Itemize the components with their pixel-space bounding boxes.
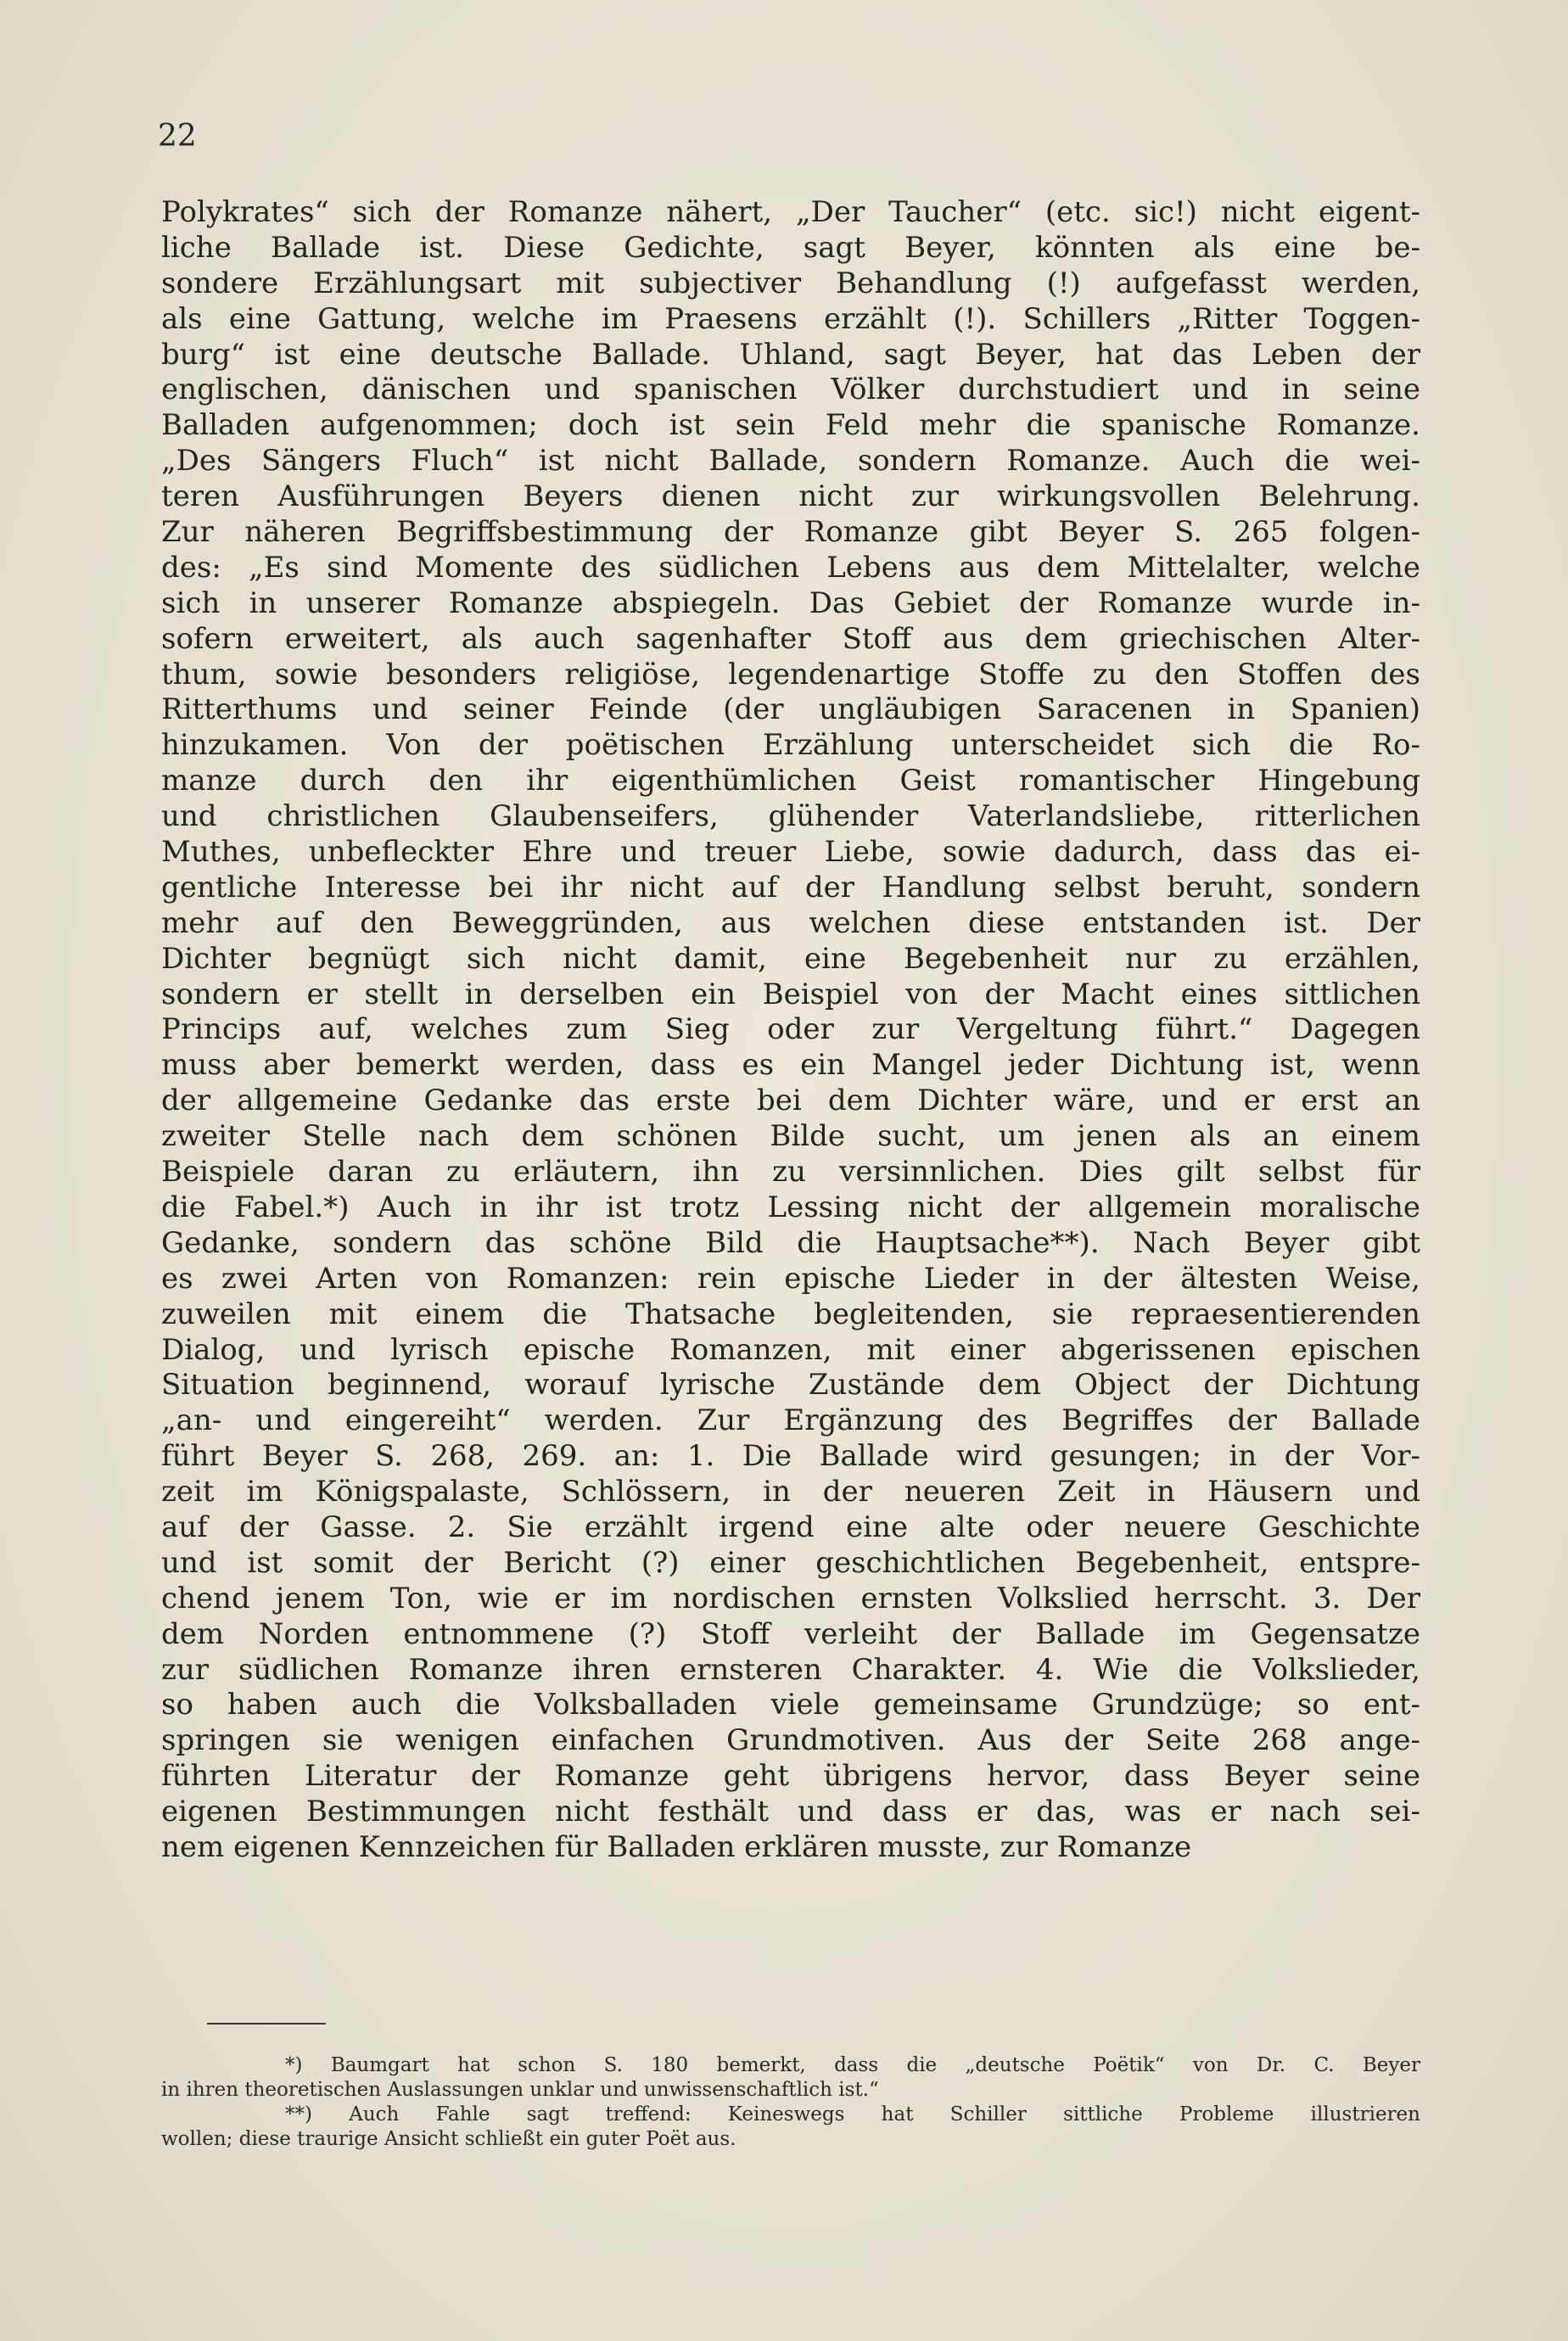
text-line: der allgemeine Gedanke das erste bei dem Dichter wäre, und er erst an [161,1084,1420,1118]
text-line: mehr auf den Beweggründen, aus welchen diese entstanden ist. Der [161,905,1420,940]
text-line: eigenen Bestimmungen nicht festhält und dass er das, was er nach sei- [161,1795,1420,1829]
text-line: Ritterthums und seiner Feinde (der ungläubigen Saracenen in Spanien) [161,692,1420,727]
footnotes [161,2053,1420,2152]
text-line: sondern er stellt in derselben ein Beispiel von der Macht eines sittlichen [161,977,1420,1011]
text-line: führten Literatur der Romanze geht übrigens hervor, dass Beyer seine [161,1759,1420,1794]
text-line: „Des Sängers Fluch“ ist nicht Ballade, sondern Romanze. Auch die wei- [161,444,1420,479]
text-line: Balladen aufgenommen; doch ist sein Feld mehr die spanische Romanze. [161,408,1420,443]
text-line: Beispiele daran zu erläutern, ihn zu versinnlichen. Dies gilt selbst für [161,1155,1420,1190]
text-line: Polykrates“ sich der Romanze nähert, „Der Taucher“ (etc. sic!) nicht eigent- [161,195,1420,229]
text-line: Zur näheren Begriffsbestimmung der Romanze gibt Beyer S. 265 folgen- [161,515,1420,550]
text-line: Situation beginnend, worauf lyrische Zustände dem Object der Dichtung [161,1368,1420,1403]
text-line: und ist somit der Bericht (?) einer geschichtlichen Begebenheit, entspre- [161,1545,1420,1580]
text-line: sich in unserer Romanze abspiegeln. Das Gebiet der Romanze wurde in- [161,585,1420,620]
text-line: auf der Gasse. 2. Sie erzählt irgend eine alte oder neuere Geschichte [161,1509,1420,1544]
text-line: Dialog, und lyrisch epische Romanzen, mit einer abgerissenen epischen [161,1332,1420,1367]
text-line: liche Ballade ist. Diese Gedichte, sagt Beyer, könnten als eine be- [161,230,1420,265]
text-line: muss aber bemerkt werden, dass es ein Mangel jeder Dichtung ist, wenn [161,1048,1420,1083]
page-number: 22 [158,119,197,154]
text-line: Princips auf, welches zum Sieg oder zur Vergeltung führt.“ Dagegen [161,1012,1420,1047]
text-line: es zwei Arten von Romanzen: rein epische Lieder in der ältesten Weise, [161,1261,1420,1296]
footnote-separator [207,2023,326,2025]
text-line: thum, sowie besonders religiöse, legendenartige Stoffe zu den Stoffen des [161,657,1420,692]
text-line: sofern erweitert, als auch sagenhafter Stoff aus dem griechischen Alter- [161,621,1420,656]
footnote-line: *) Baumgart hat schon S. 180 bemerkt, dass die „deutsche Poëtik“ von Dr. C. Beyer [285,2054,1420,2076]
text-line: gentliche Interesse bei ihr nicht auf der Handlung selbst beruht, sondern [161,870,1420,904]
text-line: Muthes, unbefleckter Ehre und treuer Liebe, sowie dadurch, dass das ei- [161,835,1420,870]
footnote-line: **) Auch Fahle sagt treffend: Keineswegs hat Schiller sittliche Probleme illustrieren [285,2103,1420,2125]
text-line: burg“ ist eine deutsche Ballade. Uhland, sagt Beyer, hat das Leben der [161,337,1420,372]
text-line: und christlichen Glaubenseifers, glühender Vaterlandsliebe, ritterlichen [161,799,1420,834]
text-line: Dichter begnügt sich nicht damit, eine Begebenheit nur zu erzählen, [161,941,1420,976]
text-line: zeit im Königspalaste, Schlössern, in der neueren Zeit in Häusern und [161,1475,1420,1509]
text-line: dem Norden entnommene (?) Stoff verleiht der Ballade im Gegensatze [161,1616,1420,1651]
text-line: teren Ausführungen Beyers dienen nicht zur wirkungsvollen Belehrung. [161,479,1420,514]
text-line: zweiter Stelle nach dem schönen Bilde sucht, um jenen als an einem [161,1119,1420,1154]
text-line: springen sie wenigen einfachen Grundmotiven. Aus der Seite 268 ange- [161,1723,1420,1758]
text-line: „an- und eingereiht“ werden. Zur Ergänzung des Begriffes der Ballade [161,1403,1420,1438]
body-text [161,195,1420,1866]
text-line: führt Beyer S. 268, 269. an: 1. Die Ballade wird gesungen; in der Vor- [161,1439,1420,1474]
text-line: hinzukamen. Von der poëtischen Erzählung unterscheidet sich die Ro- [161,728,1420,763]
text-line: sondere Erzählungsart mit subjectiver Behandlung (!) aufgefasst werden, [161,266,1420,300]
footnote-line: wollen; diese traurige Ansicht schließt ein guter Poët aus. [161,2128,736,2150]
text-line: die Fabel.*) Auch in ihr ist trotz Lessing nicht der allgemein moralische [161,1190,1420,1224]
text-line: so haben auch die Volksballaden viele gemeinsame Grundzüge; so ent- [161,1688,1420,1722]
text-line: chend jenem Ton, wie er im nordischen ernsten Volkslied herrscht. 3. Der [161,1581,1420,1616]
text-line: Gedanke, sondern das schöne Bild die Hauptsache**). Nach Beyer gibt [161,1225,1420,1260]
text-line: englischen, dänischen und spanischen Völker durchstudiert und in seine [161,372,1420,407]
text-line: zur südlichen Romanze ihren ernsteren Charakter. 4. Wie die Volkslieder, [161,1652,1420,1687]
text-line: nem eigenen Kennzeichen für Balladen erklären musste, zur Romanze [161,1829,1192,1864]
text-line: des: „Es sind Momente des südlichen Lebens aus dem Mittelalter, welche [161,550,1420,585]
text-line: zuweilen mit einem die Thatsache begleitenden, sie repraesentierenden [161,1297,1420,1331]
text-line: manze durch den ihr eigenthümlichen Geist romantischer Hingebung [161,764,1420,798]
footnote-line: in ihren theoretischen Auslassungen unklar und unwissenschaftlich ist.“ [161,2079,879,2101]
text-line: als eine Gattung, welche im Praesens erzählt (!). Schillers „Ritter Toggen- [161,301,1420,336]
